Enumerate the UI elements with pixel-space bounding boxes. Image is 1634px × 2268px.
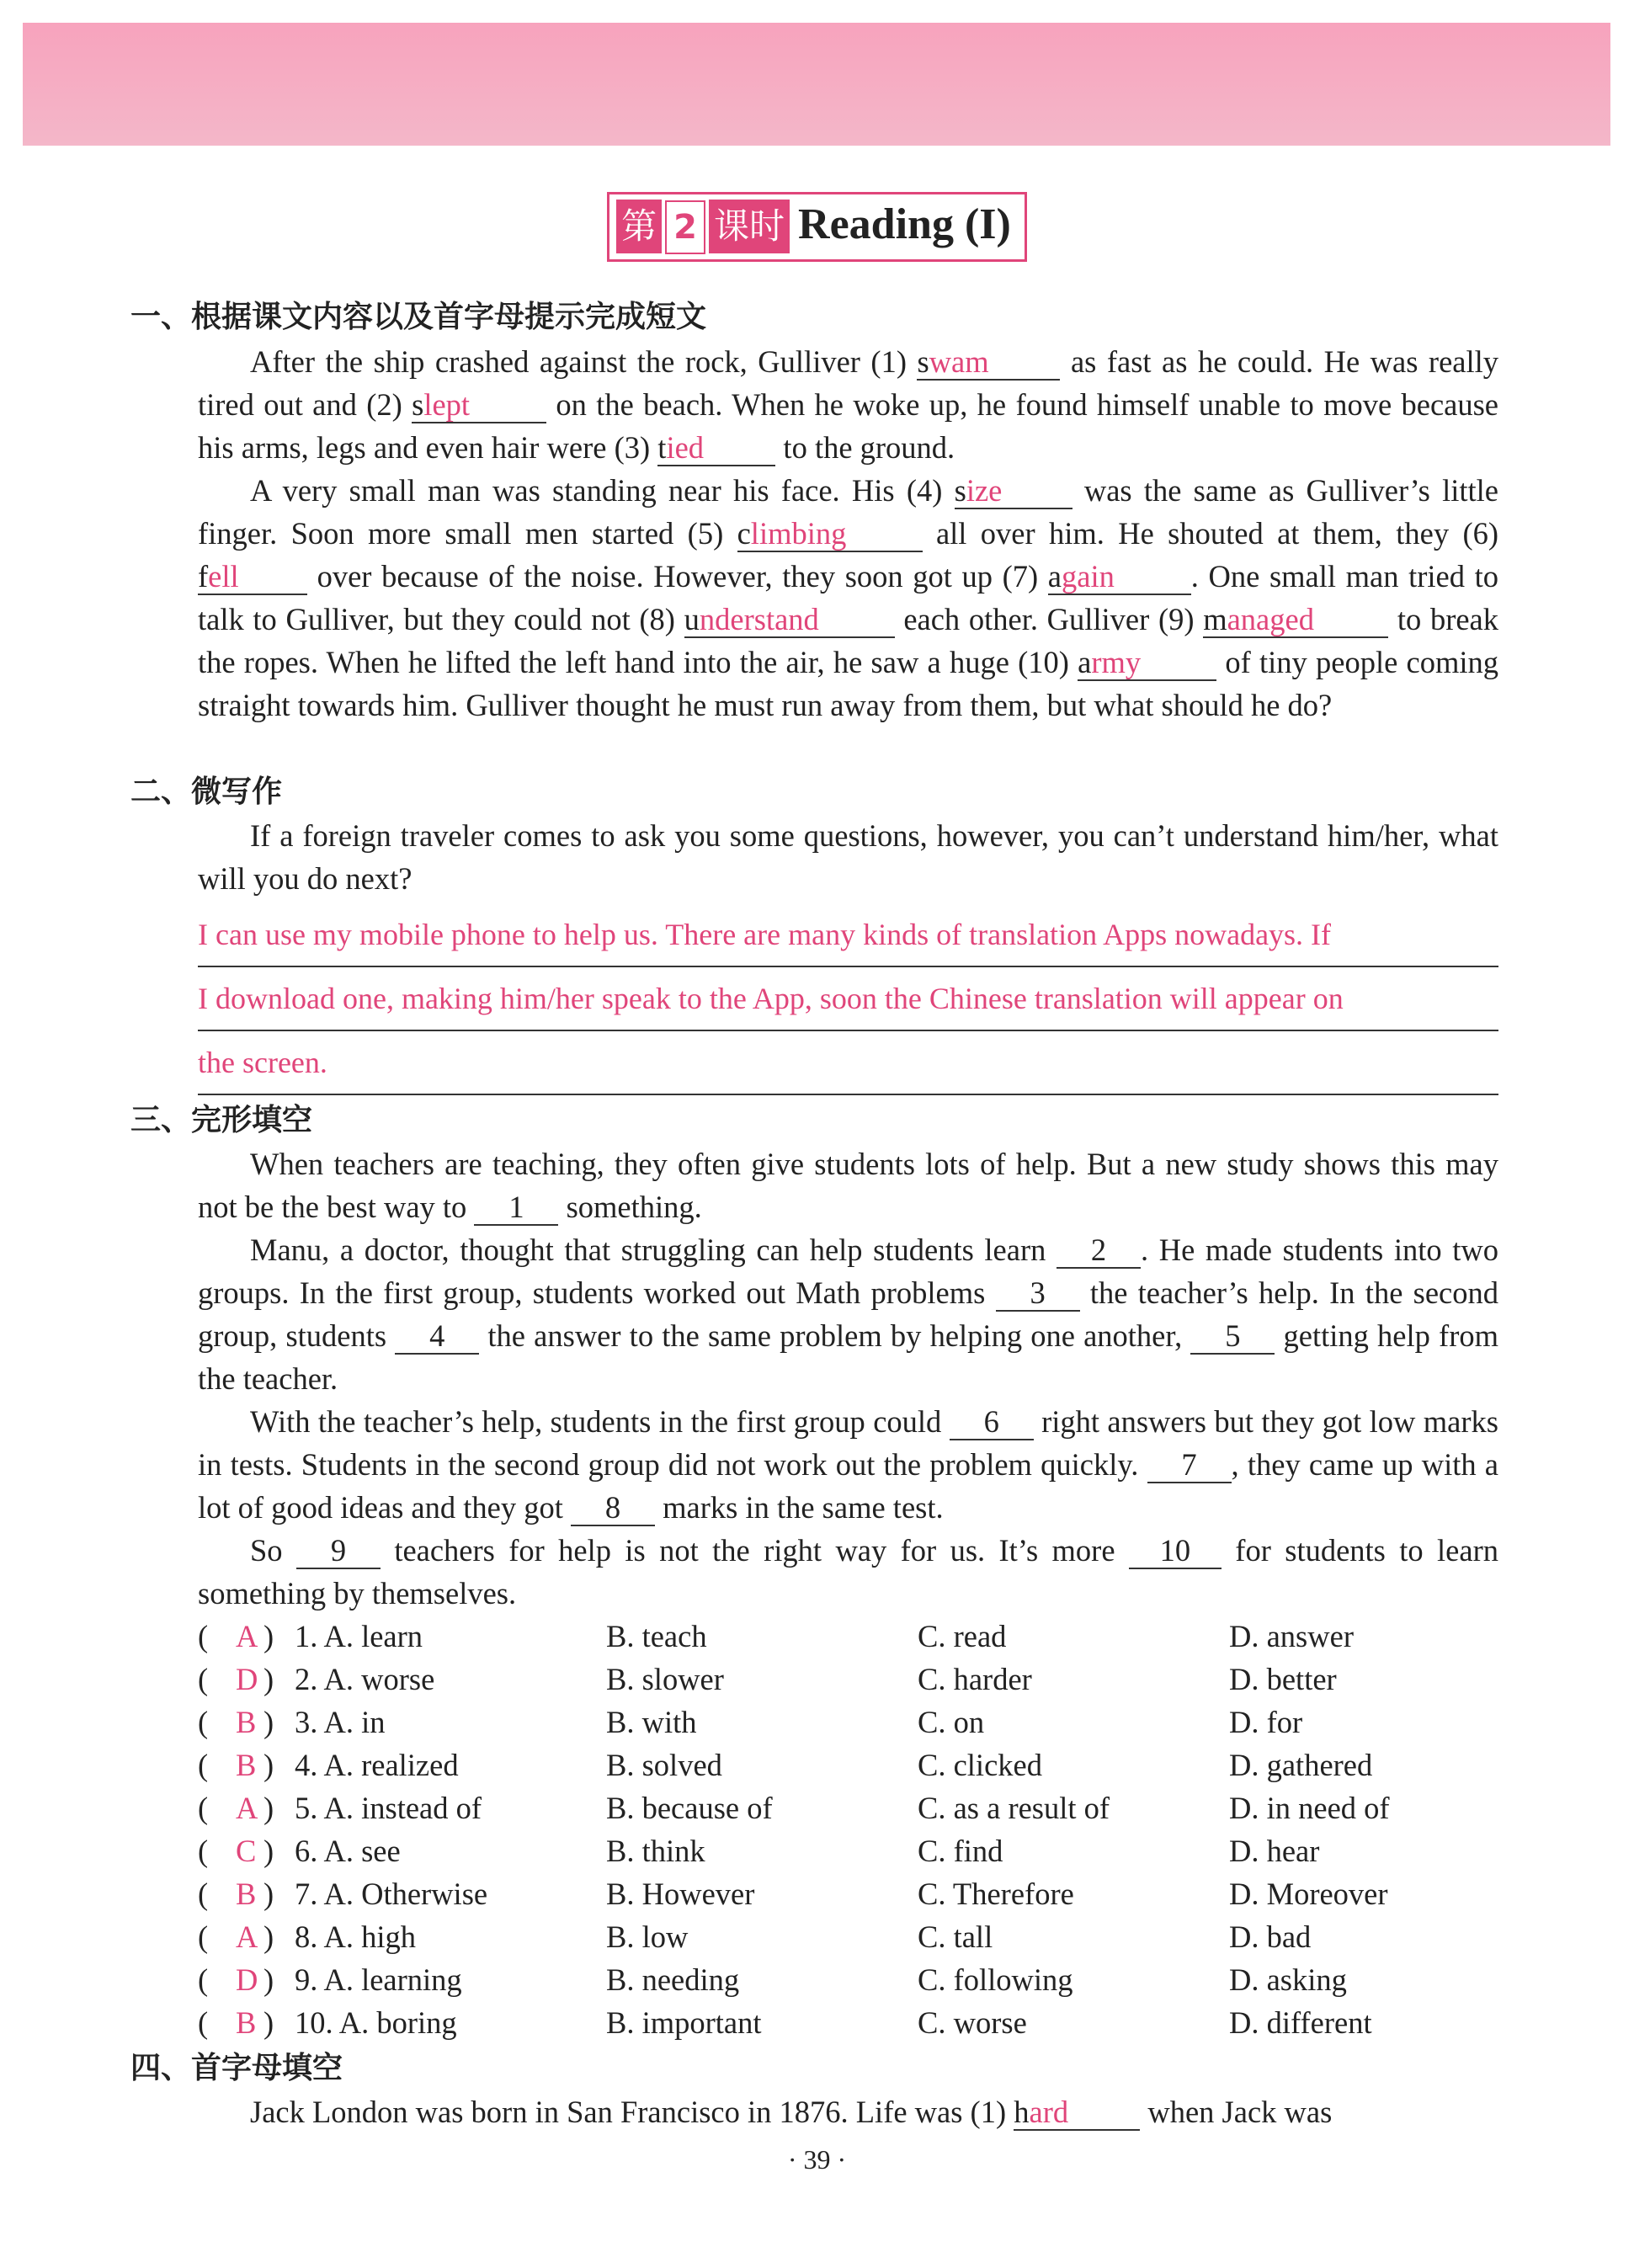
section1-paragraph1 (198, 340, 1498, 469)
writing-line: the screen. (198, 1031, 1498, 1095)
section3-heading: 三、完形填空 (130, 1103, 313, 1137)
initial: m (1203, 602, 1227, 636)
option-a[interactable]: 7. A. Otherwise (295, 1877, 488, 1911)
page-number: · 39 · (787, 2144, 847, 2175)
paren-open: ( (198, 1791, 209, 1825)
initial: a (1047, 559, 1062, 594)
cloze-blank-6[interactable]: 6 (950, 1405, 1034, 1440)
option-row (198, 1829, 1545, 1872)
section4-heading: 四、首字母填空 (130, 2051, 343, 2085)
blank-4[interactable] (955, 474, 1072, 509)
option-d[interactable]: D. asking (1229, 1962, 1347, 1997)
section1-paragraph2 (198, 469, 1498, 727)
writing-line: I can use my mobile phone to help us. There are many kinds of translation Apps nowadays. If (198, 903, 1498, 967)
option-row (198, 1915, 1545, 1958)
option-row (198, 1958, 1545, 2001)
option-c[interactable]: C. tall (918, 1919, 993, 1954)
option-row (198, 1744, 1545, 1786)
answer: ard (1029, 2095, 1069, 2129)
text: was the same as Gulliver’s little finger. Soon more small men started (5) (198, 473, 1498, 551)
option-d[interactable]: D. different (1229, 2005, 1372, 2040)
option-c[interactable]: C. on (918, 1705, 985, 1739)
paren-close: ) (263, 1919, 274, 1954)
paren-open: ( (198, 1834, 209, 1868)
option-b[interactable]: B. However (606, 1877, 755, 1911)
cloze-blank-7[interactable]: 7 (1147, 1448, 1232, 1483)
paren-close: ) (263, 2005, 274, 2040)
answer-choice[interactable]: D (236, 1962, 258, 1997)
answer: gain (1062, 559, 1115, 594)
option-d[interactable]: D. hear (1229, 1834, 1320, 1868)
writing-line: I download one, making him/her speak to the App, soon the Chinese translation will appear on (198, 967, 1498, 1031)
paren-open: ( (198, 1919, 209, 1954)
text: marks in the same test. (655, 1490, 944, 1525)
section1-heading: 一、根据课文内容以及首字母提示完成短文 (130, 300, 707, 334)
option-d[interactable]: D. gathered (1229, 1748, 1373, 1782)
initial: a (1078, 645, 1092, 679)
lesson-title (0, 192, 1634, 262)
initial: s (412, 387, 424, 422)
lesson-suffix: 课时 (709, 200, 790, 253)
blank-9[interactable] (1203, 603, 1388, 638)
answer-choice[interactable]: B (236, 2005, 257, 2040)
option-c[interactable]: C. harder (918, 1662, 1032, 1696)
answer: ell (208, 559, 239, 594)
initial: s (917, 344, 929, 379)
text: the answer to the same problem by helping one another, (479, 1318, 1191, 1353)
text: as fast as he could. He was really tired out and (2) (198, 344, 1498, 422)
option-a[interactable]: 3. A. in (295, 1705, 386, 1739)
option-c[interactable]: C. following (918, 1962, 1073, 1997)
cloze-blank-1[interactable]: 1 (474, 1190, 558, 1226)
text: all over him. He shouted at them, they (6) (922, 516, 1499, 551)
option-b[interactable]: B. solved (606, 1748, 722, 1782)
option-d[interactable]: D. answer (1229, 1619, 1354, 1653)
initial: h (1014, 2095, 1030, 2129)
answer-choice[interactable]: D (236, 1662, 258, 1696)
paren-open: ( (198, 1662, 209, 1696)
answer-choice[interactable]: A (236, 1919, 258, 1954)
option-b[interactable]: B. important (606, 2005, 762, 2040)
lesson-number: 2 (665, 200, 705, 254)
cloze-blank-3[interactable]: 3 (996, 1276, 1080, 1312)
option-b[interactable]: B. slower (606, 1662, 724, 1696)
paren-open: ( (198, 1877, 209, 1911)
lesson-name: Reading (I) (798, 200, 1011, 248)
option-b[interactable]: B. with (606, 1705, 697, 1739)
answer: rmy (1091, 645, 1142, 679)
paren-close: ) (263, 1834, 274, 1868)
option-row (198, 2001, 1545, 2044)
option-row (198, 1872, 1545, 1915)
paren-open: ( (198, 1962, 209, 1997)
blank-7[interactable] (1048, 560, 1191, 595)
text: When teachers are teaching, they often give students lots of help. But a new study shows this may not be the best way to (198, 1147, 1498, 1224)
blank-10[interactable] (1078, 646, 1216, 681)
option-d[interactable]: D. in need of (1229, 1791, 1390, 1825)
option-c[interactable]: C. worse (918, 2005, 1027, 2040)
option-row (198, 1786, 1545, 1829)
paren-close: ) (263, 1877, 274, 1911)
paren-close: ) (263, 1748, 274, 1782)
text: Manu, a doctor, thought that struggling can help students learn (250, 1232, 1057, 1267)
option-a[interactable]: 10. A. boring (295, 2005, 457, 2040)
option-b[interactable]: B. because of (606, 1791, 773, 1825)
answer: nderstand (699, 602, 819, 636)
initial: t (657, 430, 667, 465)
answer-choice[interactable]: B (236, 1748, 257, 1782)
option-d[interactable]: D. better (1229, 1662, 1337, 1696)
section4-paragraph (198, 2090, 1498, 2133)
cloze-blank-4[interactable]: 4 (395, 1319, 479, 1355)
answer: anaged (1227, 602, 1314, 636)
answer-choice[interactable]: B (236, 1877, 257, 1911)
option-a[interactable]: 4. A. realized (295, 1748, 459, 1782)
text: , they came up with a lot of good ideas and they got (198, 1447, 1498, 1525)
text: Jack London was born in San Francisco in 1876. Life was (1) (250, 2095, 1014, 2129)
blank-8[interactable] (684, 603, 895, 638)
text: With the teacher’s help, students in the first group could (250, 1404, 950, 1439)
header-band (23, 23, 1610, 146)
paren-open: ( (198, 1748, 209, 1782)
option-row (198, 1658, 1545, 1701)
option-b[interactable]: B. low (606, 1919, 689, 1954)
blank-2[interactable] (412, 388, 546, 423)
paren-close: ) (263, 1619, 274, 1653)
option-b[interactable]: B. think (606, 1834, 705, 1868)
text: So (250, 1533, 296, 1568)
answer: ize (966, 473, 1003, 508)
text: right answers but they got low marks in tests. Students in the second group did not work out the problem quickly. (198, 1404, 1498, 1482)
cloze-blank-9[interactable]: 9 (296, 1534, 381, 1569)
answer-choice[interactable]: B (236, 1705, 257, 1739)
text: to the ground. (775, 430, 955, 465)
text: the teacher’s help. In the second group, students (198, 1275, 1498, 1353)
answer: lept (423, 387, 471, 422)
option-row (198, 1615, 1545, 1658)
text: over because of the noise. However, they soon got up (7) (307, 559, 1048, 594)
lesson-title-box (607, 192, 1027, 262)
option-c[interactable]: C. as a result of (918, 1791, 1110, 1825)
text: getting help from the teacher. (198, 1318, 1498, 1396)
cloze-paragraph4 (198, 1529, 1498, 1615)
text: for students to learn something by themselves. (198, 1533, 1498, 1610)
option-c[interactable]: C. Therefore (918, 1877, 1074, 1911)
answer-choice[interactable]: A (236, 1619, 258, 1653)
text: . One small man tried to talk to Gulliver, but they could not (8) (198, 559, 1498, 636)
text: each other. Gulliver (9) (894, 602, 1204, 636)
option-b[interactable]: B. needing (606, 1962, 740, 1997)
blank-5[interactable] (737, 517, 923, 552)
text: teachers for help is not the right way for us. It’s more (380, 1533, 1129, 1568)
cloze-blank-8[interactable]: 8 (571, 1491, 655, 1526)
blank-6[interactable] (198, 560, 307, 595)
blank-1[interactable] (917, 345, 1060, 381)
cloze-paragraph2 (198, 1228, 1498, 1400)
paren-close: ) (263, 1962, 274, 1997)
option-a[interactable]: 6. A. see (295, 1834, 401, 1868)
text: . He made students into two groups. In the first group, students worked out Math problems (198, 1232, 1498, 1310)
option-a[interactable]: 9. A. learning (295, 1962, 462, 1997)
option-a[interactable]: 8. A. high (295, 1919, 416, 1954)
option-row (198, 1701, 1545, 1744)
option-b[interactable]: B. teach (606, 1619, 707, 1653)
blank-1[interactable] (1014, 2095, 1140, 2131)
text: A very small man was standing near his face. His (4) (250, 473, 955, 508)
paren-close: ) (263, 1705, 274, 1739)
option-d[interactable]: D. bad (1229, 1919, 1312, 1954)
option-d[interactable]: D. Moreover (1229, 1877, 1388, 1911)
answer: ied (666, 430, 705, 465)
writing-answer[interactable] (198, 903, 1498, 1095)
paren-open: ( (198, 1705, 209, 1739)
section2-heading: 二、微写作 (130, 775, 283, 809)
text: something. (558, 1190, 702, 1224)
cloze-blank-10[interactable]: 10 (1129, 1534, 1222, 1569)
option-a[interactable]: 5. A. instead of (295, 1791, 482, 1825)
option-c[interactable]: C. clicked (918, 1748, 1042, 1782)
option-a[interactable]: 1. A. learn (295, 1619, 423, 1653)
blank-3[interactable] (657, 431, 775, 466)
text: to break the ropes. When he lifted the left hand into the air, he saw a huge (10) (198, 602, 1499, 679)
option-d[interactable]: D. for (1229, 1705, 1303, 1739)
answer: wam (929, 344, 989, 379)
option-c[interactable]: C. find (918, 1834, 1003, 1868)
paren-open: ( (198, 2005, 209, 2040)
option-a[interactable]: 2. A. worse (295, 1662, 435, 1696)
cloze-blank-5[interactable]: 5 (1190, 1319, 1275, 1355)
cloze-paragraph1 (198, 1142, 1498, 1228)
text: After the ship crashed against the rock, Gulliver (1) (250, 344, 918, 379)
answer: limbing (750, 516, 847, 551)
answer-choice[interactable]: A (236, 1791, 258, 1825)
paren-close: ) (263, 1662, 274, 1696)
initial: f (198, 559, 209, 594)
answer-choice[interactable]: C (236, 1834, 257, 1868)
text: on the beach. When he woke up, he found himself unable to move because his arms, legs and even hair were (3) (198, 387, 1499, 465)
section2-prompt: If a foreign traveler comes to ask you some questions, however, you can’t understand him/her, what will you do next? (198, 818, 1498, 896)
lesson-prefix: 第 (616, 200, 662, 253)
initial: s (954, 473, 966, 508)
text: when Jack was (1140, 2095, 1333, 2129)
cloze-paragraph3 (198, 1400, 1498, 1529)
cloze-blank-2[interactable]: 2 (1057, 1233, 1141, 1269)
option-c[interactable]: C. read (918, 1619, 1007, 1653)
initial: c (737, 516, 751, 551)
initial: u (684, 602, 700, 636)
text: of tiny people coming straight towards him. Gulliver thought he must run away from them, but what should he do? (198, 645, 1498, 722)
paren-open: ( (198, 1619, 209, 1653)
paren-close: ) (263, 1791, 274, 1825)
